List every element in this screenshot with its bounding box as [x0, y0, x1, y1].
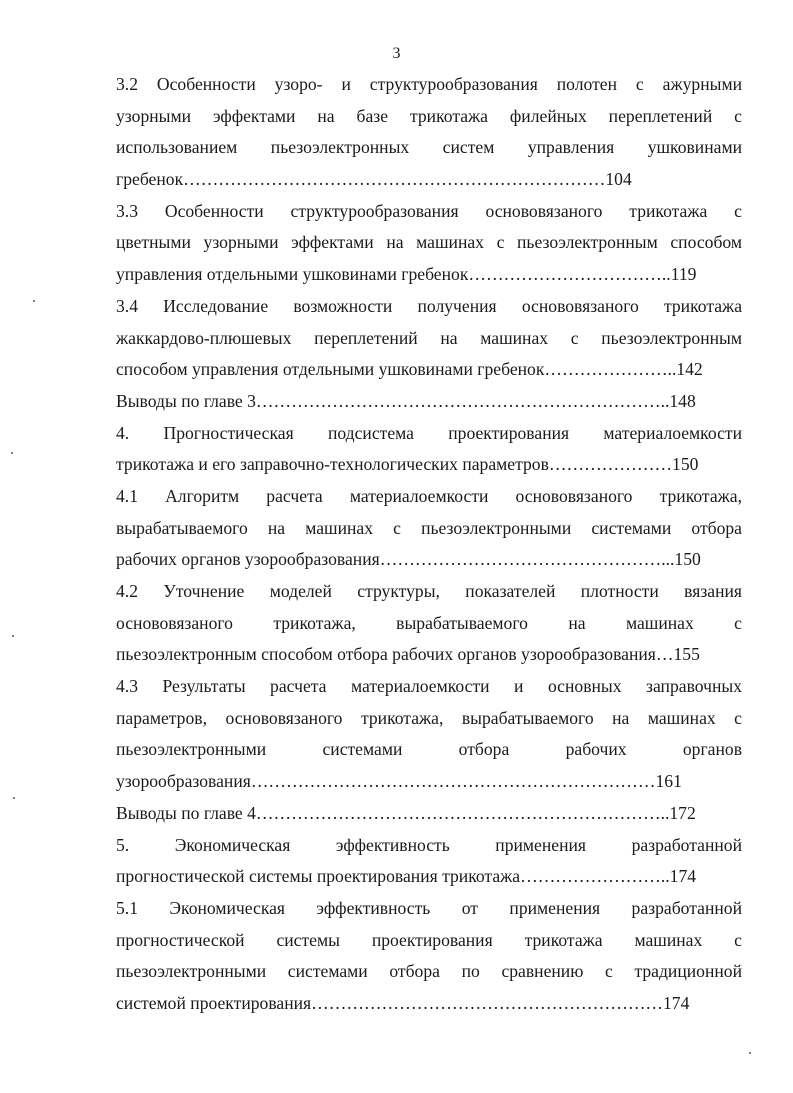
toc-line: 3.2 Особенности узоро- и структурообразования полотен с ажурными [116, 74, 742, 94]
toc-line: гребенок………………………………………………………………104 [116, 169, 632, 190]
toc-line: использованием пьезоэлектронных систем управления ушковинами [116, 137, 742, 158]
toc-line: пьезоэлектронными системами отбора по сравнению с традиционной [116, 961, 742, 982]
toc-line: 3.4 Исследование возможности получения основовязаного трикотажа [116, 295, 742, 316]
toc-line: цветными узорными эффектами на машинах с пьезоэлектронным способом [116, 232, 742, 253]
toc-line: жаккардово-плюшевых переплетений на машинах с пьезоэлектронным [116, 327, 742, 348]
toc-line: вырабатываемого на машинах с пьезоэлектронными системами отбора [116, 517, 742, 538]
toc-line: 4.3 Результаты расчета материалоемкости и основных заправочных [116, 676, 742, 697]
toc-line: 4.2 Уточнение моделей структуры, показателей плотности вязания [116, 581, 742, 601]
toc-line: рабочих органов узорообразования…………………………………………...150 [116, 549, 701, 570]
scan-speck [12, 635, 14, 637]
scan-speck [13, 797, 15, 799]
toc-line: 4. Прогностическая подсистема проектирования материалоемкости [116, 422, 742, 443]
toc-entry-3-4 [116, 291, 742, 386]
scan-speck [749, 1052, 751, 1054]
table-of-contents [116, 69, 742, 1020]
toc-entry-4 [116, 418, 742, 481]
toc-entry-3-3 [116, 196, 742, 291]
toc-line: прогностической системы проектирования трикотажа машинах с [116, 929, 742, 950]
toc-line: пьезоэлектронным способом отбора рабочих органов узорообразования…155 [116, 644, 700, 665]
toc-entry-4-3 [116, 671, 742, 798]
toc-line: Выводы по главе 3……………………………………………………………..148 [116, 390, 696, 411]
toc-line: управления отдельными ушковинами гребенок……………………………..119 [116, 264, 697, 285]
toc-line: трикотажа и его заправочно-технологических параметров…………………150 [116, 454, 699, 475]
toc-entry-conclusions-3 [116, 386, 742, 418]
toc-line: способом управления отдельными ушковинами гребенок…………………..142 [116, 359, 703, 380]
toc-line: 5. Экономическая эффективность применения разработанной [116, 834, 742, 855]
toc-entry-4-1 [116, 481, 742, 576]
toc-line: системой проектирования……………………………………………………174 [116, 992, 690, 1013]
toc-line: основовязаного трикотажа, вырабатываемого на машинах с [116, 612, 742, 633]
toc-line: узорообразования……………………………………………………………161 [116, 771, 682, 792]
toc-line: параметров, основовязаного трикотажа, вырабатываемого на машинах с [116, 707, 742, 728]
toc-entry-4-2 [116, 576, 742, 671]
toc-line: 4.1 Алгоритм расчета материалоемкости основовязаного трикотажа, [116, 485, 742, 506]
scan-speck [11, 452, 13, 454]
toc-line: узорными эффектами на базе трикотажа филейных переплетений с [116, 105, 742, 126]
toc-line: пьезоэлектронными системами отбора рабочих органов [116, 739, 742, 760]
toc-line: 5.1 Экономическая эффективность от применения разработанной [116, 897, 742, 918]
toc-line: Выводы по главе 4……………………………………………………………..172 [116, 802, 696, 823]
toc-entry-3-2 [116, 69, 742, 196]
toc-entry-5 [116, 830, 742, 893]
toc-entry-5-1 [116, 893, 742, 1020]
toc-entry-conclusions-4 [116, 798, 742, 830]
scan-speck [33, 300, 35, 302]
page-number: 3 [392, 45, 401, 62]
toc-line: прогностической системы проектирования трикотажа……………………..174 [116, 866, 697, 887]
toc-line: 3.3 Особенности структурообразования основовязаного трикотажа с [116, 200, 742, 221]
